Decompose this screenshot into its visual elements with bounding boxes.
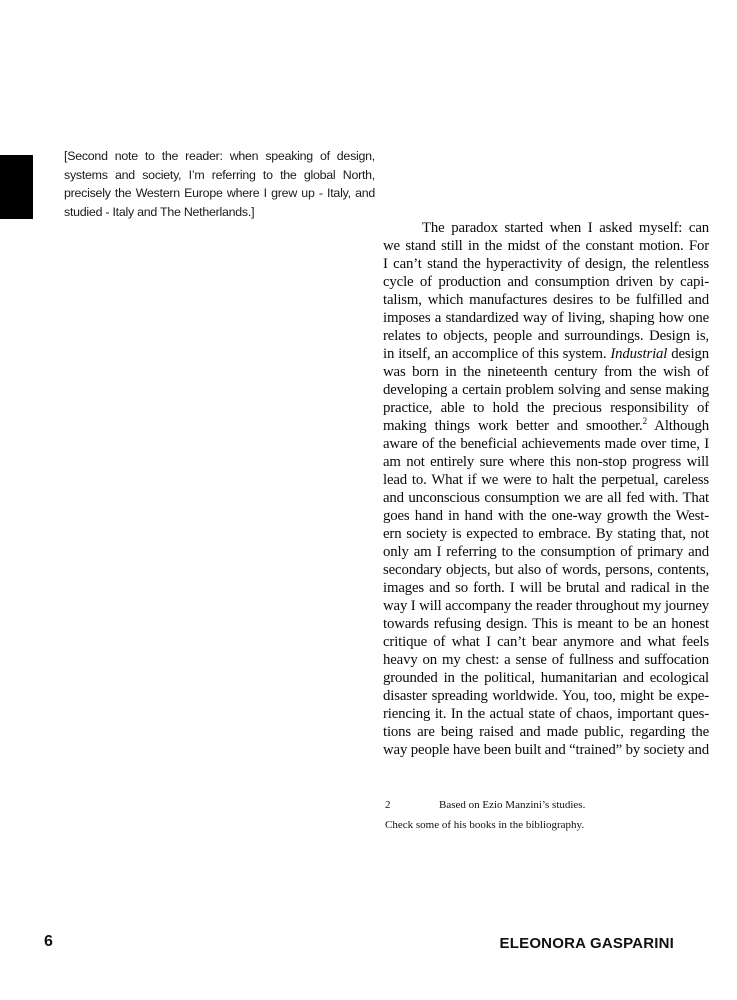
text-line: I can’t stand the hyperactivity of design, the relentless xyxy=(383,256,709,272)
text-line: relates to objects, people and surroundings. Design is, xyxy=(383,328,709,344)
text-line: ern society is expected to embrace. By stating that, not xyxy=(383,526,709,542)
text-line: towards refusing design. This is meant to be an honest xyxy=(383,616,709,632)
text-line: talism, which manufactures desires to be fulfilled and xyxy=(383,292,709,308)
text-line: secondary objects, but also of words, persons, contents, xyxy=(383,562,709,578)
text-line: lead to. What if we were to halt the perpetual, careless xyxy=(383,472,709,488)
text-line: practice, able to hold the precious responsibility of xyxy=(383,400,709,416)
text-line: am not entirely sure where this non-stop progress will xyxy=(383,454,709,470)
text-line: only am I referring to the consumption of primary and xyxy=(383,544,709,560)
text-line: aware of the beneficial achievements made over time, I xyxy=(383,436,709,452)
text-line: riencing it. In the actual state of chaos, important ques- xyxy=(383,706,709,722)
text-line: we stand still in the midst of the constant motion. For xyxy=(383,238,709,254)
margin-note xyxy=(64,147,375,222)
text-line: making things work better and smoother.$^2$ Although xyxy=(383,416,709,434)
author-footer: ELEONORA GASPARINI xyxy=(499,935,674,952)
text-line: imposes a standardized way of living, shaping how one xyxy=(383,310,709,326)
text-line: and unconscious consumption we are all fed with. That xyxy=(383,490,709,506)
footnote-marker: 2 xyxy=(385,799,391,811)
text-line: precisely the Western Europe where I grew up - Italy, and xyxy=(64,186,375,201)
text-line: critique of what I can’t bear anymore and what feels xyxy=(383,634,709,650)
text-line: images and so forth. I will be brutal and radical in the xyxy=(383,580,709,596)
text-line: developing a certain problem solving and sense making xyxy=(383,382,709,398)
text-line: systems and society, I’m referring to the global North, xyxy=(64,167,375,182)
text-line: disaster spreading worldwide. You, too, might be expe- xyxy=(383,688,709,704)
text-line: [Second note to the reader: when speaking of design, xyxy=(64,149,375,163)
page-number: 6 xyxy=(44,933,53,950)
text-line: tions are being raised and made public, regarding the xyxy=(383,724,709,740)
footnote-line-1 xyxy=(385,795,711,815)
body-paragraph xyxy=(383,219,709,759)
text-line: was born in the nineteenth century from the wish of xyxy=(383,364,709,380)
footnote-line-2: Check some of his books in the bibliography. xyxy=(385,819,585,831)
text-line: grounded in the political, humanitarian and ecological xyxy=(383,670,709,686)
text-line: way I will accompany the reader throughout my journey xyxy=(383,598,709,614)
text-line: way people have been built and “trained” by society and xyxy=(383,742,709,758)
text-line: cycle of production and consumption driven by capi- xyxy=(383,274,709,290)
text-line: goes hand in hand with the one-way growth the West- xyxy=(383,508,709,524)
text-line: heavy on my chest: a sense of fullness and suffocation xyxy=(383,652,709,668)
chapter-tab-marker xyxy=(0,155,33,219)
text-line: studied - Italy and The Netherlands.] xyxy=(64,205,255,220)
footnote xyxy=(385,795,711,835)
footnote-text-1: Based on Ezio Manzini’s studies. xyxy=(439,799,586,811)
text-line: The paradox started when I asked myself: can xyxy=(422,220,709,236)
text-line: in itself, an accomplice of this system. Industrial design xyxy=(383,346,709,362)
